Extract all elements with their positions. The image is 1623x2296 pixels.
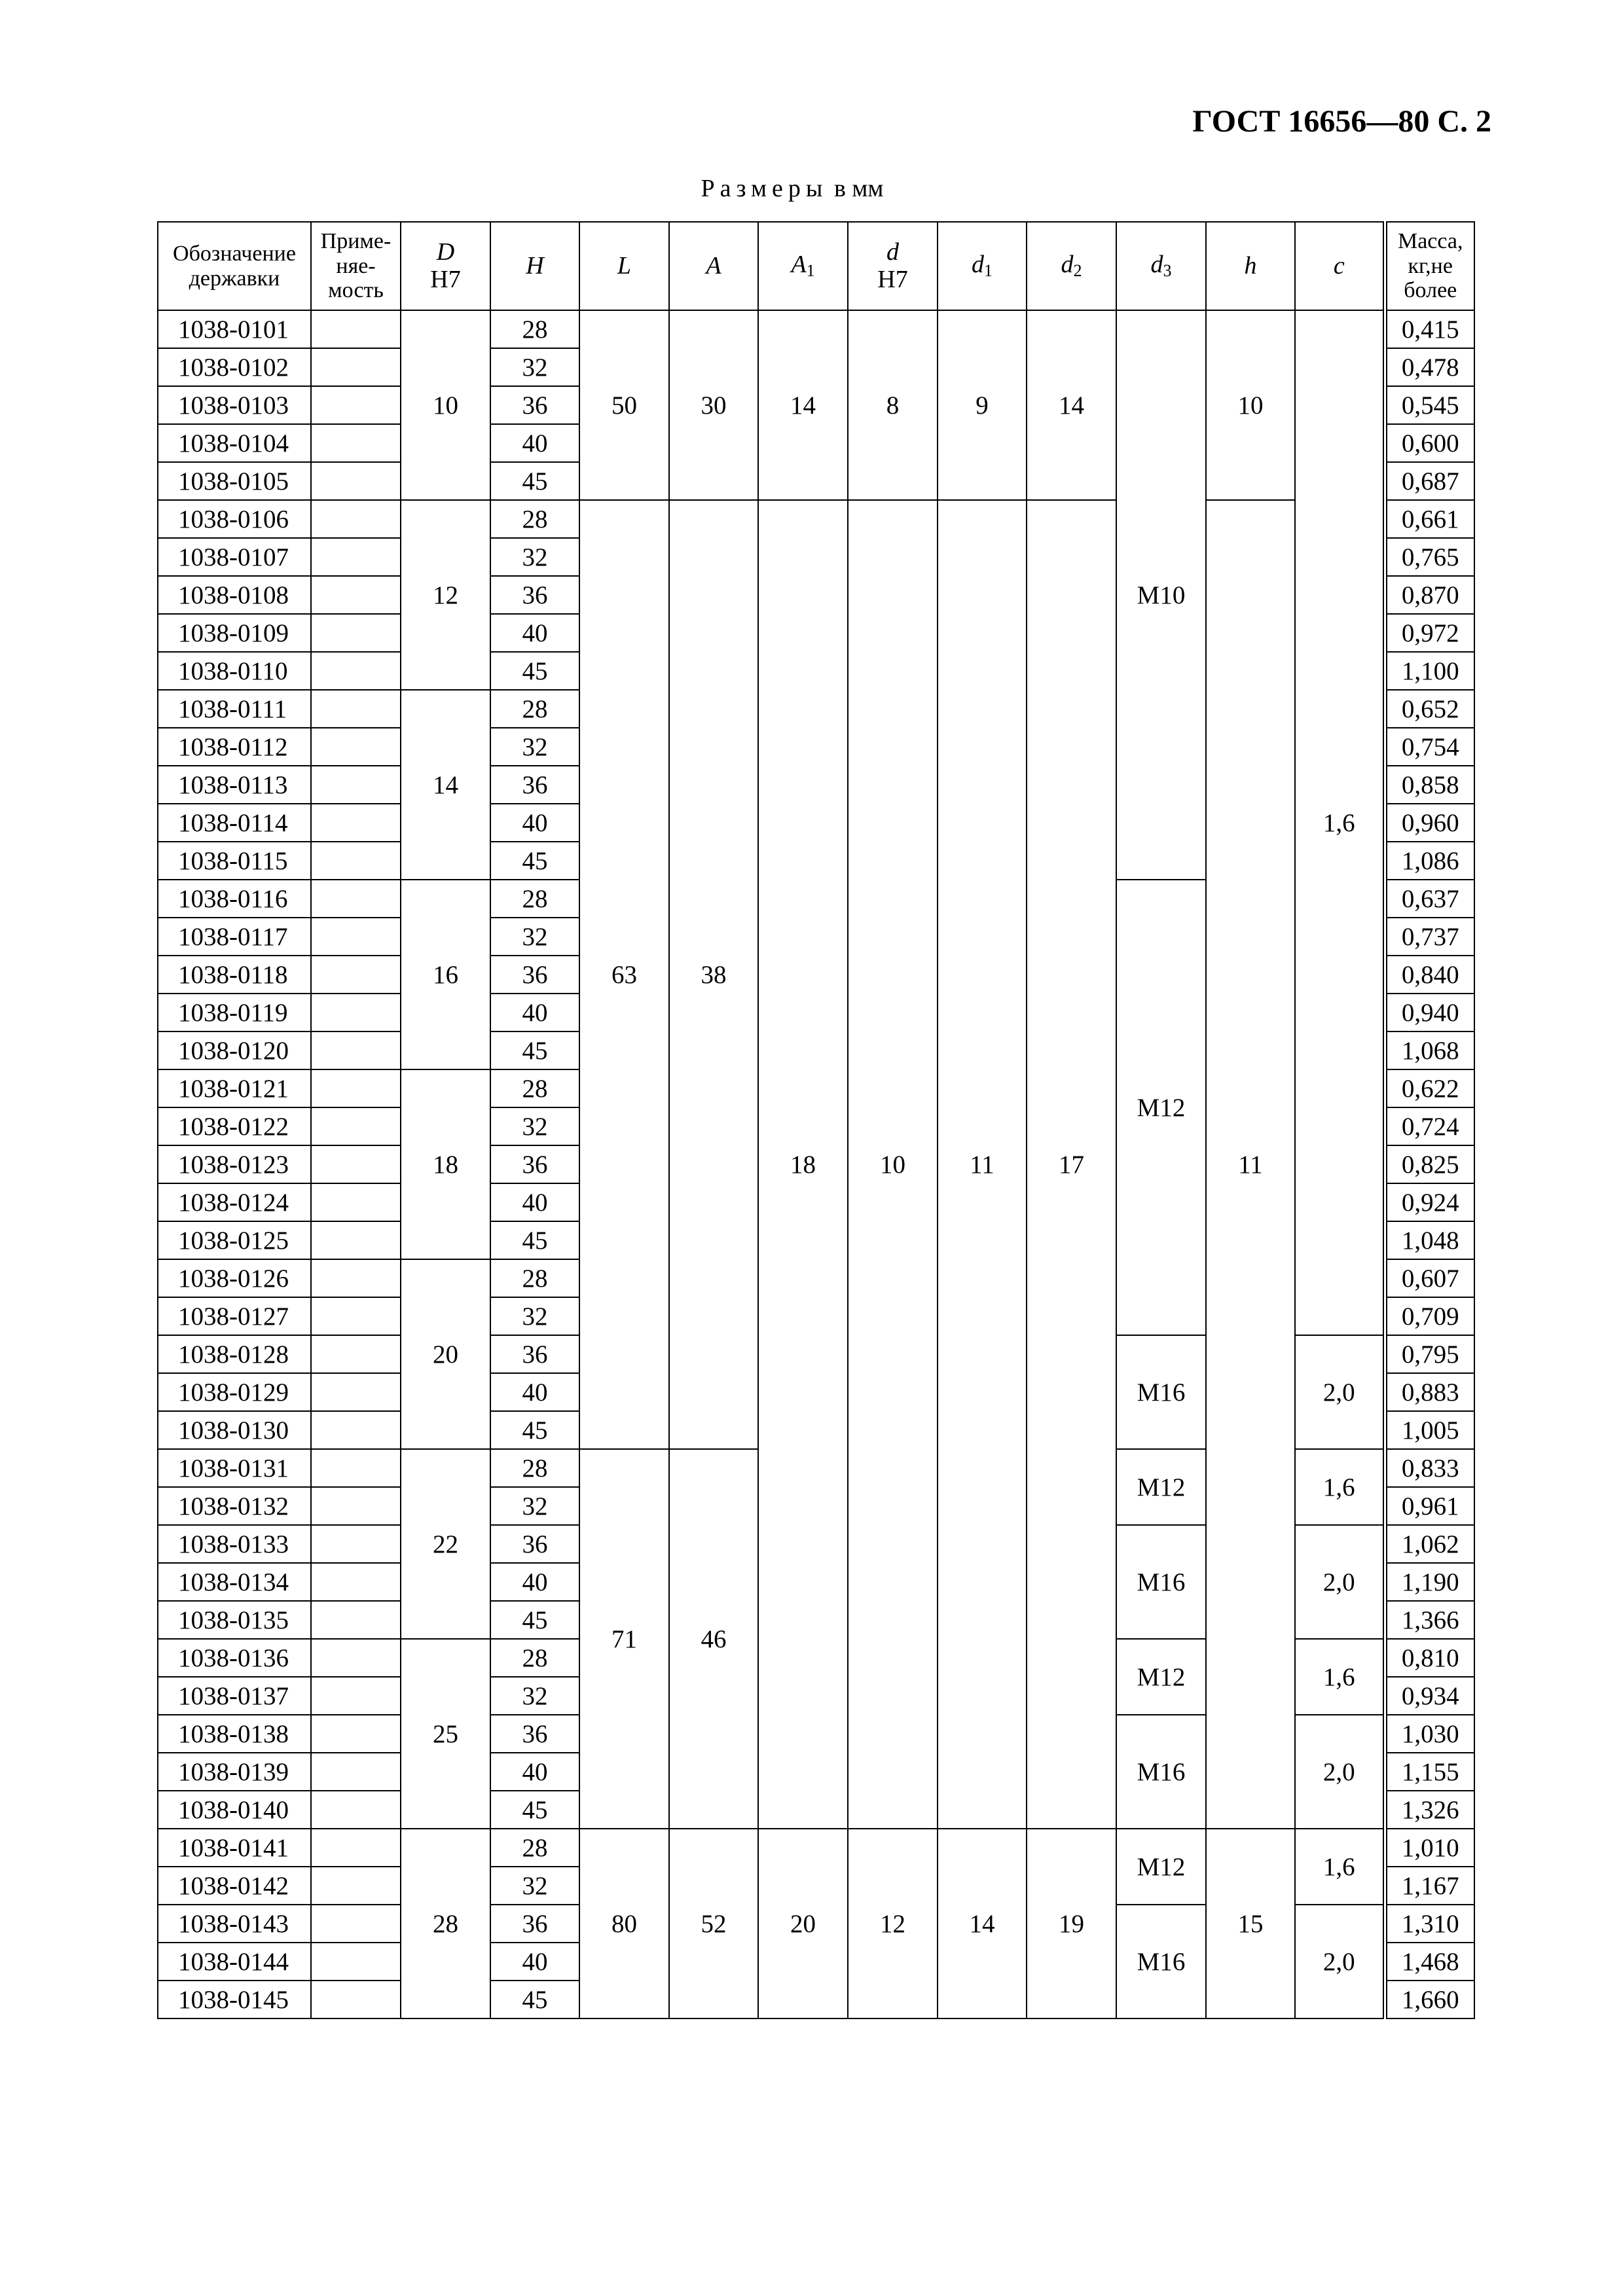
cell-designation: 1038-0133 [158,1525,311,1563]
cell-H: 32 [490,1677,579,1715]
table-row [158,310,1474,348]
cell-mass: 1,155 [1385,1753,1474,1791]
cell-d1: 9 [938,310,1027,500]
cell-applicability [311,1867,401,1905]
cell-H: 40 [490,1373,579,1411]
cell-mass: 0,737 [1385,918,1474,956]
cell-mass: 0,833 [1385,1449,1474,1487]
header-line: кг,не [1408,253,1453,278]
cell-applicability [311,1145,401,1183]
cell-d3: M10 [1116,310,1206,880]
cell-designation: 1038-0105 [158,462,311,500]
header-symbol: d [886,238,899,266]
cell-mass: 0,870 [1385,576,1474,614]
cell-D: 16 [401,880,490,1069]
cell-applicability [311,1829,401,1867]
cell-applicability [311,386,401,424]
cell-designation: 1038-0109 [158,614,311,652]
cell-applicability [311,956,401,994]
cell-H: 32 [490,1297,579,1335]
cell-designation: 1038-0102 [158,348,311,386]
cell-c: 2,0 [1295,1335,1385,1449]
cell-designation: 1038-0111 [158,690,311,728]
col-header-mass [1385,222,1474,310]
cell-H: 28 [490,1829,579,1867]
cell-designation: 1038-0131 [158,1449,311,1487]
cell-H: 40 [490,994,579,1031]
cell-H: 45 [490,462,579,500]
cell-mass: 0,709 [1385,1297,1474,1335]
cell-mass: 0,924 [1385,1183,1474,1221]
header-line: мость [328,278,384,303]
cell-designation: 1038-0110 [158,652,311,690]
cell-designation: 1038-0144 [158,1943,311,1981]
cell-h: 15 [1206,1829,1295,2018]
cell-d3: M12 [1116,1829,1206,1905]
cell-d3: M16 [1116,1715,1206,1829]
cell-designation: 1038-0125 [158,1221,311,1259]
cell-designation: 1038-0129 [158,1373,311,1411]
cell-mass: 0,940 [1385,994,1474,1031]
cell-applicability [311,310,401,348]
cell-designation: 1038-0121 [158,1069,311,1107]
cell-designation: 1038-0106 [158,500,311,538]
cell-designation: 1038-0115 [158,842,311,880]
cell-c: 1,6 [1295,1829,1385,1905]
cell-applicability [311,1259,401,1297]
cell-H: 36 [490,1715,579,1753]
cell-mass: 0,840 [1385,956,1474,994]
cell-applicability [311,1449,401,1487]
header-line: Приме- [320,229,392,254]
cell-applicability [311,424,401,462]
cell-D: 22 [401,1449,490,1639]
cell-D: 12 [401,500,490,690]
cell-applicability [311,728,401,766]
col-header-applicability [311,222,401,310]
cell-applicability [311,1031,401,1069]
cell-H: 28 [490,690,579,728]
cell-mass: 1,086 [1385,842,1474,880]
cell-designation: 1038-0119 [158,994,311,1031]
cell-H: 40 [490,804,579,842]
cell-applicability [311,918,401,956]
cell-applicability [311,538,401,576]
cell-applicability [311,1069,401,1107]
cell-mass: 0,960 [1385,804,1474,842]
cell-applicability [311,1639,401,1677]
cell-d3: M12 [1116,1639,1206,1715]
cell-mass: 0,478 [1385,348,1474,386]
header-tolerance: H7 [430,265,461,293]
cell-c: 2,0 [1295,1525,1385,1639]
cell-H: 36 [490,1905,579,1943]
cell-designation: 1038-0140 [158,1791,311,1829]
cell-designation: 1038-0114 [158,804,311,842]
cell-designation: 1038-0112 [158,728,311,766]
header-subscript: 1 [806,261,815,281]
cell-designation: 1038-0132 [158,1487,311,1525]
cell-mass: 1,660 [1385,1981,1474,2018]
cell-d3: M16 [1116,1905,1206,2018]
cell-mass: 0,961 [1385,1487,1474,1525]
cell-mass: 1,068 [1385,1031,1474,1069]
cell-mass: 0,545 [1385,386,1474,424]
cell-L: 63 [579,500,669,1449]
cell-h: 10 [1206,310,1295,500]
cell-mass: 0,858 [1385,766,1474,804]
cell-applicability [311,1373,401,1411]
cell-mass: 0,972 [1385,614,1474,652]
cell-d: 8 [848,310,938,500]
table-caption [655,174,930,203]
cell-mass: 0,724 [1385,1107,1474,1145]
cell-c: 2,0 [1295,1715,1385,1829]
cell-mass: 1,326 [1385,1791,1474,1829]
cell-A1: 14 [758,310,848,500]
cell-H: 32 [490,1487,579,1525]
cell-h: 11 [1206,500,1295,1829]
cell-applicability [311,880,401,918]
cell-designation: 1038-0139 [158,1753,311,1791]
cell-designation: 1038-0143 [158,1905,311,1943]
cell-H: 45 [490,1981,579,2018]
header-subscript: 2 [1073,261,1082,281]
cell-designation: 1038-0130 [158,1411,311,1449]
cell-H: 32 [490,1107,579,1145]
cell-applicability [311,614,401,652]
cell-mass: 0,754 [1385,728,1474,766]
cell-mass: 0,652 [1385,690,1474,728]
cell-applicability [311,690,401,728]
cell-applicability [311,1601,401,1639]
cell-L: 50 [579,310,669,500]
cell-H: 28 [490,500,579,538]
cell-mass: 0,637 [1385,880,1474,918]
cell-designation: 1038-0107 [158,538,311,576]
cell-H: 36 [490,576,579,614]
cell-designation: 1038-0138 [158,1715,311,1753]
cell-applicability [311,652,401,690]
cell-H: 28 [490,1069,579,1107]
cell-designation: 1038-0135 [158,1601,311,1639]
col-header-d3 [1116,222,1206,310]
cell-applicability [311,1677,401,1715]
cell-applicability [311,842,401,880]
cell-H: 32 [490,728,579,766]
cell-mass: 1,468 [1385,1943,1474,1981]
col-header-d2 [1027,222,1116,310]
cell-applicability [311,1563,401,1601]
cell-designation: 1038-0137 [158,1677,311,1715]
cell-c: 1,6 [1295,310,1385,1335]
cell-mass: 1,005 [1385,1411,1474,1449]
cell-H: 32 [490,918,579,956]
cell-d1: 14 [938,1829,1027,2018]
cell-H: 36 [490,1335,579,1373]
cell-designation: 1038-0101 [158,310,311,348]
cell-H: 40 [490,1943,579,1981]
cell-D: 14 [401,690,490,880]
header-symbol: D [436,238,455,266]
cell-applicability [311,500,401,538]
cell-H: 45 [490,1411,579,1449]
caption-unit: в мм [833,175,884,202]
cell-mass: 1,167 [1385,1867,1474,1905]
cell-designation: 1038-0128 [158,1335,311,1373]
cell-mass: 1,310 [1385,1905,1474,1943]
cell-designation: 1038-0108 [158,576,311,614]
cell-A1: 20 [758,1829,848,2018]
header-line: няе- [336,253,376,278]
cell-applicability [311,804,401,842]
header-tolerance: H7 [877,265,908,293]
cell-designation: 1038-0103 [158,386,311,424]
table-row [158,1829,1474,1867]
header-symbol: d [1061,251,1074,279]
cell-d1: 11 [938,500,1027,1829]
cell-H: 28 [490,310,579,348]
cell-applicability [311,1525,401,1563]
cell-designation: 1038-0136 [158,1639,311,1677]
cell-D: 10 [401,310,490,500]
cell-designation: 1038-0126 [158,1259,311,1297]
cell-designation: 1038-0118 [158,956,311,994]
cell-D: 20 [401,1259,490,1449]
cell-d3: M16 [1116,1335,1206,1449]
col-header-d1 [938,222,1027,310]
cell-mass: 0,810 [1385,1639,1474,1677]
cell-mass: 0,607 [1385,1259,1474,1297]
cell-mass: 1,062 [1385,1525,1474,1563]
cell-mass: 0,415 [1385,310,1474,348]
header-subscript: 1 [984,261,993,281]
cell-mass: 0,661 [1385,500,1474,538]
cell-applicability [311,1221,401,1259]
cell-H: 45 [490,842,579,880]
cell-H: 28 [490,1259,579,1297]
cell-applicability [311,1335,401,1373]
cell-applicability [311,1411,401,1449]
cell-c: 1,6 [1295,1449,1385,1525]
cell-d3: M16 [1116,1525,1206,1639]
cell-H: 45 [490,1601,579,1639]
cell-applicability [311,1981,401,2018]
cell-mass: 0,600 [1385,424,1474,462]
cell-H: 36 [490,766,579,804]
cell-mass: 1,030 [1385,1715,1474,1753]
cell-H: 36 [490,1145,579,1183]
cell-applicability [311,462,401,500]
page-header: ГОСТ 16656—80 С. 2 [1192,104,1491,139]
cell-designation: 1038-0117 [158,918,311,956]
header-subscript: 3 [1163,261,1172,281]
cell-designation: 1038-0123 [158,1145,311,1183]
cell-applicability [311,1791,401,1829]
cell-mass: 0,687 [1385,462,1474,500]
cell-H: 40 [490,1753,579,1791]
cell-H: 32 [490,1867,579,1905]
cell-applicability [311,1905,401,1943]
header-line: более [1404,278,1457,303]
cell-mass: 0,883 [1385,1373,1474,1411]
cell-designation: 1038-0116 [158,880,311,918]
cell-designation: 1038-0134 [158,1563,311,1601]
cell-d2: 17 [1027,500,1116,1829]
cell-c: 1,6 [1295,1639,1385,1715]
cell-designation: 1038-0120 [158,1031,311,1069]
cell-applicability [311,1297,401,1335]
header-line: Обозначение [173,242,296,266]
cell-A: 46 [669,1449,758,1829]
cell-L: 71 [579,1449,669,1829]
cell-mass: 1,010 [1385,1829,1474,1867]
cell-mass: 0,622 [1385,1069,1474,1107]
caption-word: Размеры [701,175,828,202]
cell-designation: 1038-0141 [158,1829,311,1867]
cell-applicability [311,1943,401,1981]
cell-designation: 1038-0104 [158,424,311,462]
header-line: Масса, [1397,229,1463,254]
cell-designation: 1038-0113 [158,766,311,804]
cell-mass: 0,825 [1385,1145,1474,1183]
header-row [158,222,1474,310]
cell-mass: 1,190 [1385,1563,1474,1601]
cell-applicability [311,1183,401,1221]
cell-A1: 18 [758,500,848,1829]
col-header-A1 [758,222,848,310]
cell-applicability [311,766,401,804]
cell-mass: 1,048 [1385,1221,1474,1259]
cell-D: 25 [401,1639,490,1829]
cell-applicability [311,1753,401,1791]
cell-H: 36 [490,956,579,994]
cell-mass: 0,934 [1385,1677,1474,1715]
cell-applicability [311,576,401,614]
cell-applicability [311,1487,401,1525]
cell-H: 45 [490,1791,579,1829]
col-header-L: L [579,222,669,310]
col-header-designation [158,222,311,310]
cell-mass: 0,765 [1385,538,1474,576]
cell-applicability [311,994,401,1031]
table-body [158,310,1474,2018]
cell-designation: 1038-0142 [158,1867,311,1905]
cell-applicability [311,348,401,386]
cell-d: 12 [848,1829,938,2018]
cell-D: 18 [401,1069,490,1259]
cell-H: 28 [490,880,579,918]
cell-d3: M12 [1116,880,1206,1335]
table-row [158,500,1474,538]
header-symbol: d [972,251,984,279]
cell-H: 45 [490,1031,579,1069]
col-header-d [848,222,938,310]
cell-designation: 1038-0122 [158,1107,311,1145]
cell-d2: 19 [1027,1829,1116,2018]
cell-mass: 1,366 [1385,1601,1474,1639]
cell-mass: 0,795 [1385,1335,1474,1373]
cell-H: 32 [490,348,579,386]
cell-A: 38 [669,500,758,1449]
header-line: державки [189,266,280,291]
cell-H: 28 [490,1449,579,1487]
col-header-c: c [1295,222,1385,310]
dimensions-table [157,221,1475,2019]
header-symbol: A [791,251,807,279]
cell-designation: 1038-0127 [158,1297,311,1335]
cell-A: 30 [669,310,758,500]
cell-H: 28 [490,1639,579,1677]
cell-A: 52 [669,1829,758,2018]
cell-applicability [311,1107,401,1145]
header-symbol: d [1150,251,1163,279]
cell-designation: 1038-0145 [158,1981,311,2018]
cell-H: 45 [490,652,579,690]
cell-d2: 14 [1027,310,1116,500]
cell-L: 80 [579,1829,669,2018]
cell-designation: 1038-0124 [158,1183,311,1221]
cell-H: 32 [490,538,579,576]
cell-H: 40 [490,614,579,652]
cell-c: 2,0 [1295,1905,1385,2018]
cell-H: 45 [490,1221,579,1259]
cell-d: 10 [848,500,938,1829]
cell-H: 40 [490,1563,579,1601]
col-header-D [401,222,490,310]
cell-applicability [311,1715,401,1753]
cell-d3: M12 [1116,1449,1206,1525]
cell-H: 40 [490,1183,579,1221]
col-header-h: h [1206,222,1295,310]
cell-D: 28 [401,1829,490,2018]
col-header-A: A [669,222,758,310]
cell-H: 36 [490,1525,579,1563]
cell-mass: 1,100 [1385,652,1474,690]
cell-H: 36 [490,386,579,424]
cell-H: 40 [490,424,579,462]
col-header-H: H [490,222,579,310]
